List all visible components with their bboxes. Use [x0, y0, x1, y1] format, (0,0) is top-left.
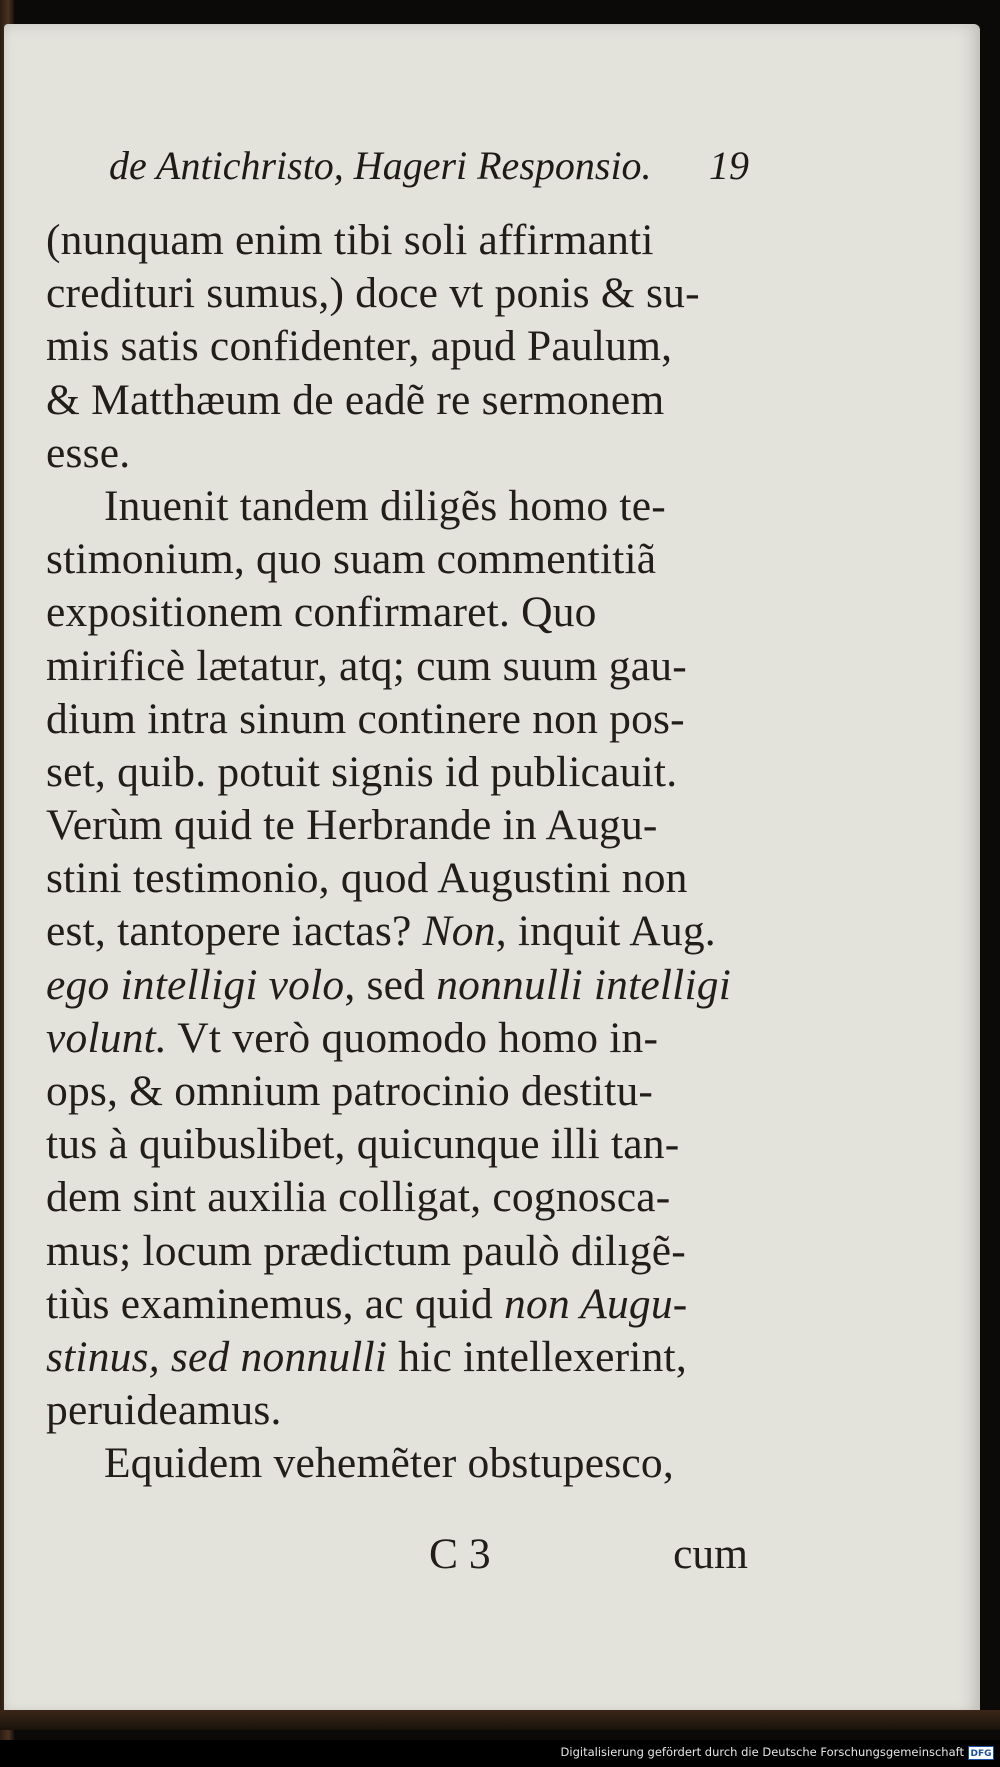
text-segment: Vt verò quomodo homo in-: [167, 1013, 659, 1062]
text-line: & Matthæum de eadẽ re sermonem: [46, 375, 665, 424]
text-line: [46, 1331, 746, 1384]
page-edge: [0, 1710, 1000, 1730]
text-line: esse.: [46, 428, 131, 477]
text-line: dium intra sinum continere non pos-: [46, 694, 685, 743]
text-line: set, quib. potuit signis id publicauit.: [46, 747, 678, 796]
signature-mark: C 3: [429, 1530, 491, 1578]
text-line: [46, 959, 746, 1012]
text-line: [46, 1012, 746, 1065]
text-line: mis satis confidenter, apud Paulum,: [46, 322, 673, 371]
page-number: 19: [709, 143, 749, 188]
text-segment: hic intellexerint,: [387, 1332, 687, 1381]
text-line: credituri sumus,) doce vt ponis & su-: [46, 269, 700, 318]
text-segment: , inquit Aug.: [495, 907, 716, 956]
text-line: stini testimonio, quod Augustini non: [46, 854, 688, 903]
italic-quote: stinus, sed nonnulli: [46, 1332, 388, 1381]
running-title: de Antichristo, Hageri Responsio.: [109, 143, 652, 188]
italic-quote: Non: [422, 907, 496, 956]
text-line: ops, & omnium patrocinio destitu-: [46, 1067, 654, 1115]
text-line: mus; locum prædictum paulò dilıgẽ-: [46, 1226, 686, 1275]
text-line: expositionem confirmaret. Quo: [46, 588, 597, 637]
catchword: cum: [673, 1530, 748, 1578]
text-segment: tiùs examinemus, ac quid: [46, 1279, 505, 1328]
text-segment: est, tantopere iactas?: [46, 907, 423, 956]
book-page: [4, 24, 980, 1718]
text-line: stimonium, quo suam commentitiã: [46, 535, 657, 584]
italic-quote: non Augu-: [504, 1279, 688, 1328]
body-text: [46, 214, 746, 1491]
text-segment: , sed: [344, 960, 437, 1009]
italic-quote: ego intelligi volo: [46, 960, 345, 1009]
italic-quote: nonnulli intelligi: [436, 960, 731, 1009]
text-line: Inuenit tandem diligẽs homo te-: [104, 481, 666, 530]
page-footer: [4, 1529, 748, 1589]
text-line: Verùm quid te Herbrande in Augu-: [46, 801, 658, 850]
text-line: dem sint auxilia colligat, cognosca-: [46, 1173, 671, 1222]
italic-quote: volunt.: [46, 1013, 168, 1062]
text-line: [46, 1278, 746, 1331]
credit-bar: [0, 1740, 1000, 1767]
text-line: [46, 905, 746, 958]
running-header: [109, 142, 749, 202]
text-line: tus à quibuslibet, quicunque illi tan-: [46, 1120, 680, 1169]
text-line: peruideamus.: [46, 1386, 282, 1435]
text-line: Equidem vehemẽter obstupesco,: [104, 1439, 674, 1488]
funding-credit: Digitalisierung gefördert durch die Deutsche Forschungsgemeinschaft: [560, 1745, 964, 1759]
text-line: (nunquam enim tibi soli affirmanti: [46, 216, 654, 264]
text-line: mirificè lætatur, atq; cum suum gau-: [46, 641, 687, 690]
dfg-logo-icon: DFG: [968, 1746, 994, 1760]
